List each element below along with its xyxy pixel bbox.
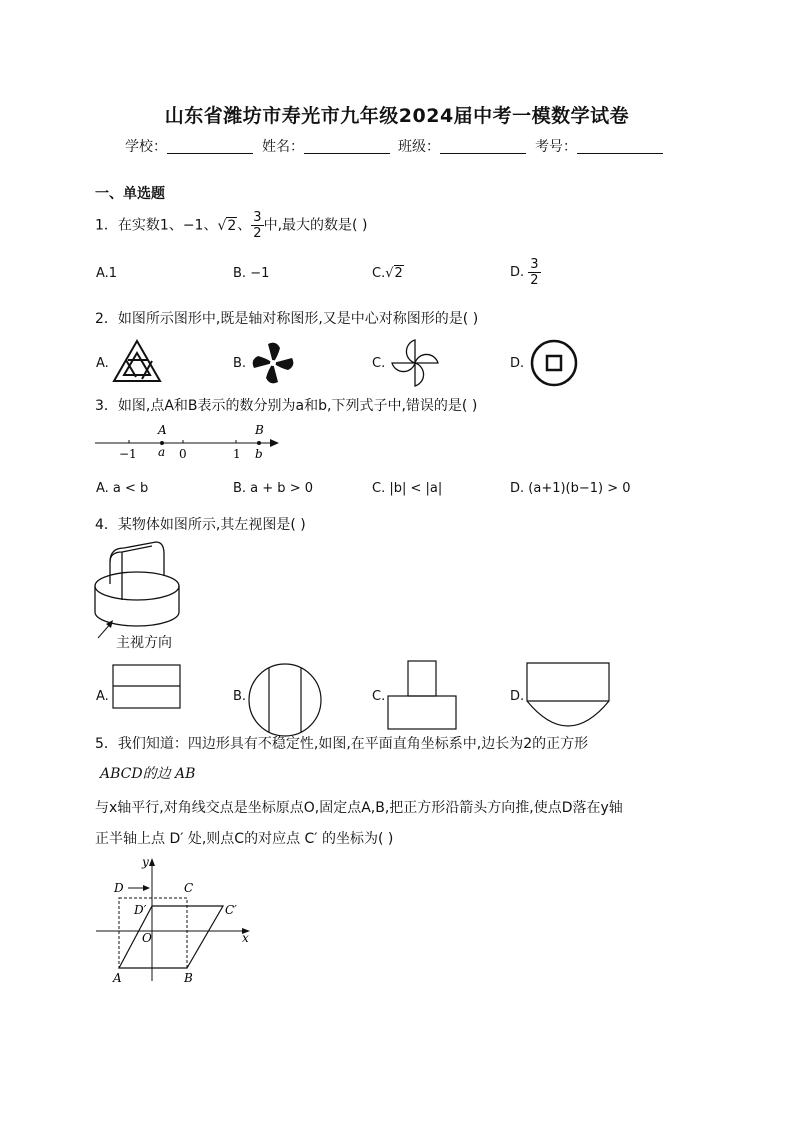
q2-figure-a[interactable] (112, 339, 162, 387)
q4-caption: 主视方向 (116, 635, 172, 651)
q3-option-b[interactable]: B. a + b > 0 (233, 481, 313, 496)
q4-option-d-label[interactable]: D. (510, 689, 525, 704)
label-b: b (255, 447, 263, 461)
q2-figure-b[interactable] (250, 340, 296, 386)
tick-zero: 0 (179, 447, 187, 461)
q2-option-c-label[interactable]: C. (372, 356, 386, 371)
question-5-line-3: 与x轴平行,对角线交点是坐标原点O,固定点A,B,把正方形沿箭头方向推,使点D落在y轴 (95, 800, 623, 816)
q1-option-d[interactable]: D. $\frac{3}{2}$ (510, 257, 539, 288)
label-C: C (184, 881, 194, 895)
question-5-line-4: 正半轴上点 D′ 处,则点C的对应点 C′ 的坐标为( ) (95, 831, 394, 847)
number-field[interactable] (535, 136, 663, 156)
school-label: 学校： (125, 139, 167, 155)
q1-option-c[interactable]: C.√2 (372, 266, 403, 281)
q1-sqrt: √2 (217, 217, 237, 234)
number-label: 考号： (535, 139, 577, 155)
school-field[interactable] (125, 136, 253, 156)
q2-option-a-label[interactable]: A. (96, 356, 109, 371)
label-B: B (184, 971, 193, 985)
label-D-prime: D′ (134, 903, 147, 917)
q4-figure-b[interactable] (248, 663, 324, 739)
label-D: D (114, 881, 124, 895)
label-A: A (158, 423, 167, 437)
question-5-line-2: ABCD的边 AB (100, 766, 196, 782)
label-B: B (255, 423, 264, 437)
q5-coordinate-figure (96, 856, 256, 986)
q3-option-d[interactable]: D. (a+1)(b−1) > 0 (510, 481, 631, 496)
q2-option-d-label[interactable]: D. (510, 356, 525, 371)
q1-option-b[interactable]: B. −1 (233, 266, 270, 281)
q2-figure-c[interactable] (390, 338, 440, 388)
point-b (257, 441, 261, 445)
class-label: 班级： (398, 139, 440, 155)
number-blank[interactable] (577, 139, 663, 154)
question-5-line-1: 5．我们知道：四边形具有不稳定性,如图,在平面直角坐标系中,边长为2的正方形 (95, 736, 589, 752)
class-field[interactable] (398, 136, 526, 156)
q4-option-a-label[interactable]: A. (96, 689, 109, 704)
label-A: A (113, 971, 122, 985)
label-O: O (142, 931, 152, 945)
q1-fraction: $\frac{3}{2}$ (253, 210, 262, 241)
square-abcd (119, 898, 187, 968)
page-title: 山东省潍坊市寿光市九年级2024届中考一模数学试卷 (164, 105, 630, 127)
label-x: x (242, 931, 249, 945)
q1-prefix: 1．在实数1、−1、 (95, 217, 218, 234)
q4-option-b-label[interactable]: B. (233, 689, 247, 704)
name-label: 姓名： (262, 139, 304, 155)
q4-figure-d[interactable] (525, 661, 613, 733)
q4-option-c-label[interactable]: C. (372, 689, 386, 704)
label-y: y (142, 855, 149, 869)
name-field[interactable] (262, 136, 390, 156)
q3-option-c[interactable]: C. |b| < |a| (372, 481, 443, 496)
class-blank[interactable] (440, 139, 526, 154)
q4-figure-a[interactable] (112, 664, 182, 710)
question-1 (95, 210, 367, 241)
section-heading: 一、单选题 (95, 186, 165, 202)
label-a: a (158, 445, 166, 459)
q3-option-a[interactable]: A. a < b (96, 481, 149, 496)
q2-option-b-label[interactable]: B. (233, 356, 247, 371)
name-blank[interactable] (304, 139, 390, 154)
tick-one: 1 (233, 447, 241, 461)
question-3: 3．如图,点A和B表示的数分别为a和b,下列式子中,错误的是( ) (95, 398, 478, 414)
question-2: 2．如图所示图形中,既是轴对称图形,又是中心对称图形的是( ) (95, 311, 479, 327)
label-C-prime: C′ (225, 903, 237, 917)
q1-option-a[interactable]: A.1 (96, 266, 118, 281)
school-blank[interactable] (167, 139, 253, 154)
q4-figure-c[interactable] (386, 660, 460, 732)
question-4: 4．某物体如图所示,其左视图是( ) (95, 517, 306, 533)
q1-sep: 、 (237, 217, 252, 234)
q2-figure-d[interactable] (529, 338, 579, 388)
q1-suffix: 中,最大的数是( ) (263, 217, 368, 234)
tick-minus-one: −1 (119, 447, 137, 461)
q3-number-line (95, 420, 285, 465)
